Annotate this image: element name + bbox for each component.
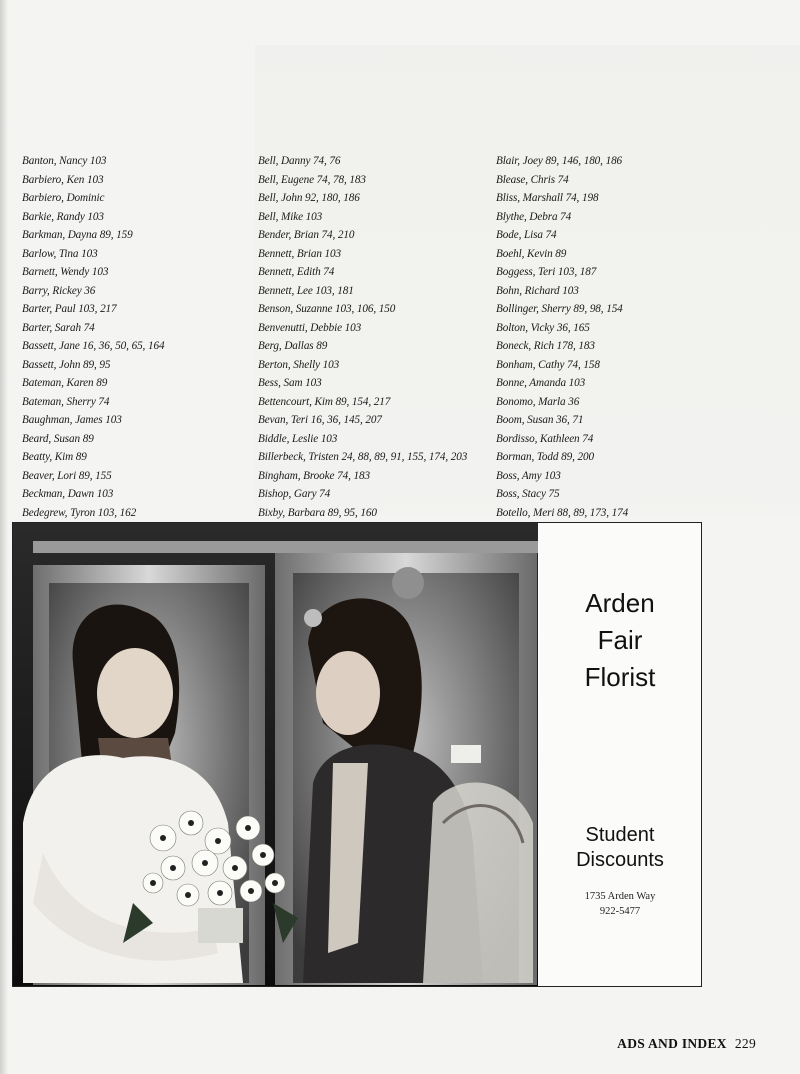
index-entry: Bateman, Sherry 74	[22, 395, 110, 408]
index-entry: Bliss, Marshall 74, 198	[496, 192, 599, 204]
offer-text	[539, 823, 701, 873]
index-entry: Beckman, Dawn 103	[22, 488, 114, 500]
florist-photo	[13, 523, 538, 986]
index-entry: Bishop, Gary 74	[258, 488, 331, 500]
index-entry: Barry, Rickey 36	[22, 284, 96, 297]
index-entry: Benvenutti, Debbie 103	[258, 321, 362, 334]
index-entry: Bell, Danny 74, 76	[258, 155, 341, 167]
index-entry: Bess, Sam 103	[258, 377, 322, 389]
phone: 922-5477	[599, 906, 641, 917]
index-entry: Bender, Brian 74, 210	[258, 229, 355, 241]
index-entry: Baughman, James 103	[22, 414, 122, 426]
index-entry: Boneck, Rich 178, 183	[496, 340, 595, 352]
index-entry: Barkman, Dayna 89, 159	[22, 229, 133, 241]
index-entry: Beard, Susan 89	[22, 432, 94, 445]
index-entry: Bedegrew, Tyron 103, 162	[22, 506, 137, 519]
index-entry: Barter, Sarah 74	[22, 321, 95, 334]
index-entry: Barter, Paul 103, 217	[22, 303, 117, 315]
index-entry: Benson, Suzanne 103, 106, 150	[258, 303, 396, 315]
index-entry: Bateman, Karen 89	[22, 377, 108, 389]
florist-name	[539, 585, 701, 696]
index-entry: Billerbeck, Tristen 24, 88, 89, 91, 155, 174, 203	[258, 451, 468, 463]
index-entry: Boss, Stacy 75	[496, 488, 560, 500]
index-entry: Bordisso, Kathleen 74	[496, 432, 594, 445]
index-entry: Barlow, Tina 103	[22, 247, 98, 260]
index-entry: Boss, Amy 103	[496, 469, 561, 482]
index-entry: Borman, Todd 89, 200	[496, 451, 594, 463]
index-entry: Barbiero, Dominic	[22, 192, 105, 204]
index-entry: Boggess, Teri 103, 187	[496, 266, 597, 278]
index-entry: Bollinger, Sherry 89, 98, 154	[496, 303, 623, 315]
address: 1735 Arden Way	[584, 891, 656, 902]
index-entry: Bonomo, Marla 36	[496, 395, 580, 408]
florist-name-line-1: Arden	[585, 588, 655, 618]
index-entry: Bixby, Barbara 89, 95, 160	[258, 506, 377, 519]
contact-info	[539, 889, 701, 919]
page-footer	[617, 1036, 756, 1052]
index-entry: Barkie, Randy 103	[22, 210, 104, 223]
florist-name-line-2: Fair	[597, 625, 643, 655]
index-entry: Bennett, Brian 103	[258, 247, 342, 260]
index-entry: Beaver, Lori 89, 155	[22, 469, 112, 482]
index-entry: Banton, Nancy 103	[22, 155, 107, 167]
florist-name-line-3: Florist	[584, 662, 656, 692]
offer-line-2: Discounts	[576, 849, 664, 871]
index-entry: Bennett, Edith 74	[258, 266, 335, 278]
index-entry: Barbiero, Ken 103	[22, 173, 104, 186]
ad-copy-panel	[539, 523, 701, 986]
index-entry: Berton, Shelly 103	[258, 358, 340, 371]
index-entry: Bassett, John 89, 95	[22, 358, 111, 371]
index-entry: Berg, Dallas 89	[258, 340, 328, 352]
index-entry: Bassett, Jane 16, 36, 50, 65, 164	[22, 340, 165, 352]
index-entry: Bingham, Brooke 74, 183	[258, 469, 370, 482]
index-entry: Boom, Susan 36, 71	[496, 414, 584, 426]
index-entry: Botello, Meri 88, 89, 173, 174	[496, 506, 629, 519]
index-entry: Bonne, Amanda 103	[496, 377, 586, 389]
index-column-2	[258, 152, 488, 578]
advertisement	[12, 522, 702, 987]
index-entry: Bolton, Vicky 36, 165	[496, 321, 590, 334]
index-entry: Beatty, Kim 89	[22, 451, 87, 463]
florist-photo-image	[13, 523, 538, 986]
index-entry: Bonham, Cathy 74, 158	[496, 358, 600, 371]
page-number: 229	[734, 1036, 756, 1051]
index-entry: Boehl, Kevin 89	[496, 247, 567, 260]
index-entry: Bell, Eugene 74, 78, 183	[258, 173, 366, 186]
index-entry: Bettencourt, Kim 89, 154, 217	[258, 395, 391, 408]
index-entry: Blythe, Debra 74	[496, 210, 572, 223]
index-entry: Blease, Chris 74	[496, 173, 569, 186]
index-entry: Bennett, Lee 103, 181	[258, 284, 354, 297]
section-title: ADS AND INDEX	[617, 1036, 727, 1051]
index-entry: Bell, Mike 103	[258, 210, 323, 223]
index-entry: Bode, Lisa 74	[496, 229, 557, 241]
index-entry: Biddle, Leslie 103	[258, 432, 338, 445]
offer-line-1: Student	[585, 824, 655, 846]
index-entry: Bevan, Teri 16, 36, 145, 207	[258, 414, 382, 426]
index-entry: Bohn, Richard 103	[496, 284, 579, 297]
index-entry: Barnett, Wendy 103	[22, 266, 109, 278]
index-entry: Blair, Joey 89, 146, 180, 186	[496, 155, 623, 167]
index-entry: Bell, John 92, 180, 186	[258, 192, 360, 204]
page-binding-edge	[0, 0, 8, 1074]
